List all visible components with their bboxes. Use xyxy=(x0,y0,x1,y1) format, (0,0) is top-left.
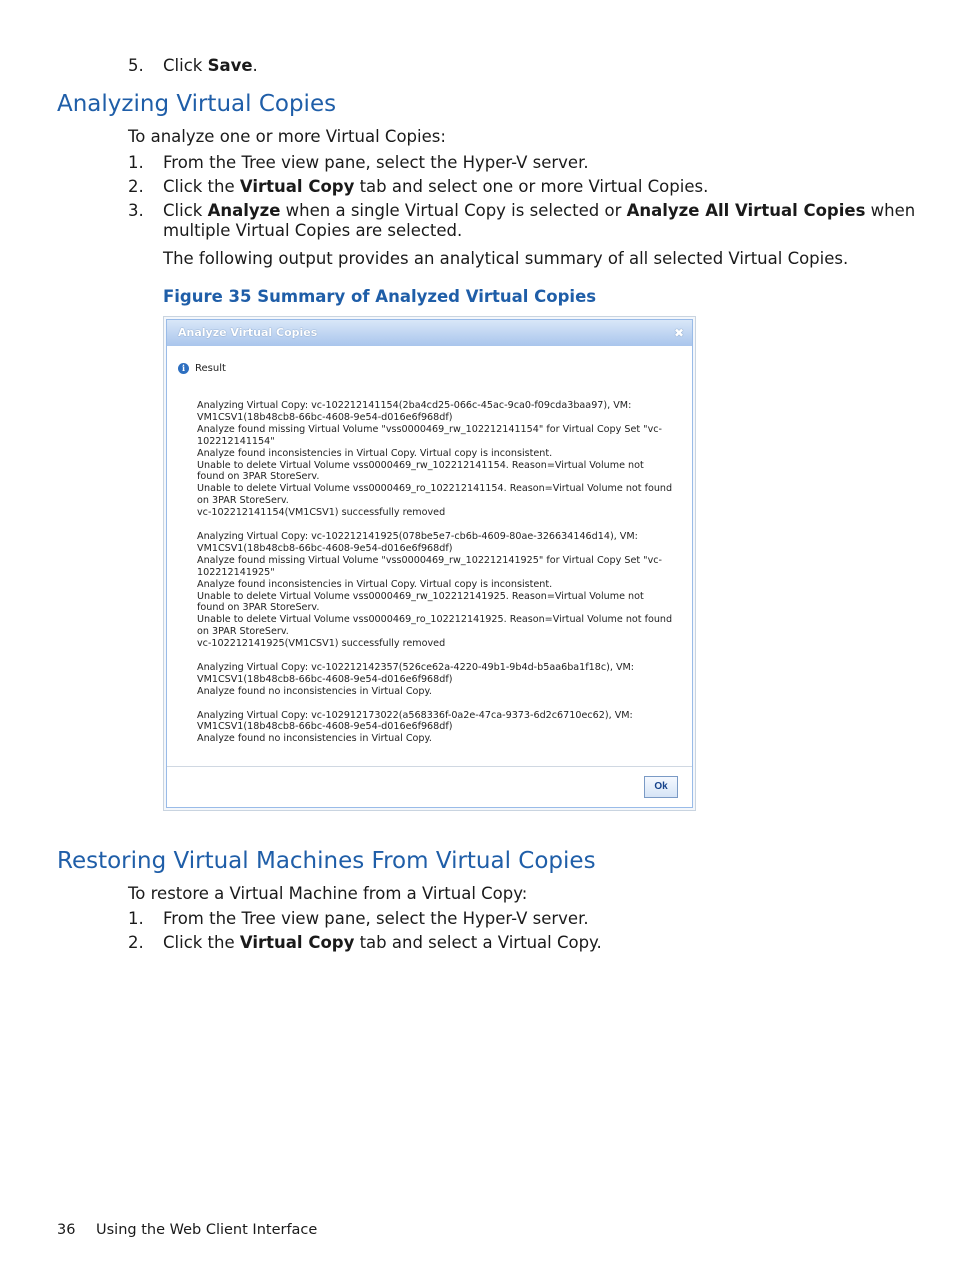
log-line: Analyze found no inconsistencies in Virtual Copy. xyxy=(197,733,432,745)
log-line: on 3PAR StoreServ. xyxy=(197,495,289,507)
step-number: 5. xyxy=(128,56,144,75)
log-line xyxy=(197,650,677,662)
info-icon: i xyxy=(178,363,189,374)
log-line: VM1CSV1(18b48cb8-66bc-4608-9e54-d016e6f968df) xyxy=(197,411,453,423)
log-line: Analyze found inconsistencies in Virtual Copy. Virtual copy is inconsistent. xyxy=(197,447,553,459)
log-line: found on 3PAR StoreServ. xyxy=(197,602,320,614)
log-line: VM1CSV1(18b48cb8-66bc-4608-9e54-d016e6f968df) xyxy=(197,542,453,554)
page-number: 36 xyxy=(57,1222,76,1238)
step-text-mid: when a single Virtual Copy is selected or xyxy=(280,201,627,220)
step-text xyxy=(163,933,602,953)
figure-caption: Figure 35 Summary of Analyzed Virtual Copies xyxy=(163,287,597,306)
footer-title: Using the Web Client Interface xyxy=(96,1222,318,1238)
log-line: VM1CSV1(18b48cb8-66bc-4608-9e54-d016e6f968df) xyxy=(197,673,453,685)
log-line: 102212141925" xyxy=(197,566,275,578)
step-text: From the Tree view pane, select the Hyper-V server. xyxy=(163,909,589,928)
followup-text: The following output provides an analytical summary of all selected Virtual Copies. xyxy=(163,249,849,268)
analyze-log xyxy=(197,400,677,745)
log-line xyxy=(197,698,677,710)
result-label: Result xyxy=(195,363,226,374)
log-line: Analyzing Virtual Copy: vc-102912173022(a568336f-0a2e-47ca-9373-6d2c6710ec62), VM: xyxy=(197,709,633,721)
step-text xyxy=(163,177,708,197)
step-text-bold: Save xyxy=(207,56,253,75)
log-line: Analyzing Virtual Copy: vc-102212141925(078be5e7-cb6b-4609-80ae-326634146d14), VM: xyxy=(197,530,638,542)
dialog-title: Analyze Virtual Copies xyxy=(178,326,318,339)
section-intro: To restore a Virtual Machine from a Virtual Copy: xyxy=(128,884,528,903)
section-heading-restoring: Restoring Virtual Machines From Virtual Copies xyxy=(57,848,596,874)
step-text xyxy=(163,201,915,221)
divider xyxy=(167,766,692,767)
step-text-post: tab and select a Virtual Copy. xyxy=(354,933,602,952)
step-text-pre: Click xyxy=(163,56,208,75)
log-line: vc-102212141925(VM1CSV1) successfully removed xyxy=(197,638,446,650)
log-line: Analyzing Virtual Copy: vc-102212141154(2ba4cd25-066c-45ac-9ca0-f09cda3baa97), VM: xyxy=(197,400,632,411)
step-number: 2. xyxy=(128,933,144,952)
log-line: Analyzing Virtual Copy: vc-102212142357(526ce62a-4220-49b1-9b4d-b5aa6ba1f18c), VM: xyxy=(197,661,635,673)
step-number: 1. xyxy=(128,153,144,172)
step-text-pre: Click the xyxy=(163,933,240,952)
log-line: VM1CSV1(18b48cb8-66bc-4608-9e54-d016e6f968df) xyxy=(197,721,453,733)
log-line: Analyze found no inconsistencies in Virtual Copy. xyxy=(197,685,432,697)
log-line: Analyze found inconsistencies in Virtual Copy. Virtual copy is inconsistent. xyxy=(197,578,553,590)
section-intro: To analyze one or more Virtual Copies: xyxy=(128,127,446,146)
step-number: 3. xyxy=(128,201,144,220)
log-line: on 3PAR StoreServ. xyxy=(197,626,289,638)
log-line: Unable to delete Virtual Volume vss0000469_ro_102212141154. Reason=Virtual Volume not found xyxy=(197,483,673,495)
step-number: 1. xyxy=(128,909,144,928)
step-text-bold: Analyze All Virtual Copies xyxy=(626,201,866,220)
dialog-titlebar xyxy=(167,320,692,346)
log-line: Unable to delete Virtual Volume vss0000469_rw_102212141925. Reason=Virtual Volume not xyxy=(197,590,644,602)
log-line: Unable to delete Virtual Volume vss0000469_ro_102212141925. Reason=Virtual Volume not found xyxy=(197,614,673,626)
step-text-bold: Analyze xyxy=(207,201,281,220)
step-text-pre: Click xyxy=(163,201,208,220)
step-text: From the Tree view pane, select the Hyper-V server. xyxy=(163,153,589,172)
log-line: vc-102212141154(VM1CSV1) successfully removed xyxy=(197,507,446,519)
log-line: Unable to delete Virtual Volume vss0000469_rw_102212141154. Reason=Virtual Volume not xyxy=(197,459,644,471)
analyze-dialog xyxy=(166,319,693,808)
step-text-bold: Virtual Copy xyxy=(239,177,355,196)
step-text-post: when xyxy=(865,201,916,220)
step-text xyxy=(163,56,258,76)
figure-screenshot xyxy=(163,316,696,811)
log-line: 102212141154" xyxy=(197,435,275,447)
step-text-line2: multiple Virtual Copies are selected. xyxy=(163,221,463,240)
close-icon[interactable]: ✖ xyxy=(673,326,685,340)
step-text-pre: Click the xyxy=(163,177,240,196)
log-line xyxy=(197,519,677,531)
step-text-post: . xyxy=(252,56,258,75)
log-line: found on 3PAR StoreServ. xyxy=(197,471,320,483)
log-line: Analyze found missing Virtual Volume "vss0000469_rw_102212141925" for Virtual Copy Set "vc- xyxy=(197,554,662,566)
step-number: 2. xyxy=(128,177,144,196)
step-text-bold: Virtual Copy xyxy=(239,933,355,952)
ok-button[interactable]: Ok xyxy=(644,776,678,798)
step-text-post: tab and select one or more Virtual Copies. xyxy=(354,177,709,196)
log-line: Analyze found missing Virtual Volume "vss0000469_rw_102212141154" for Virtual Copy Set "vc- xyxy=(197,423,662,435)
result-row xyxy=(178,363,226,374)
section-heading-analyzing: Analyzing Virtual Copies xyxy=(57,91,337,117)
